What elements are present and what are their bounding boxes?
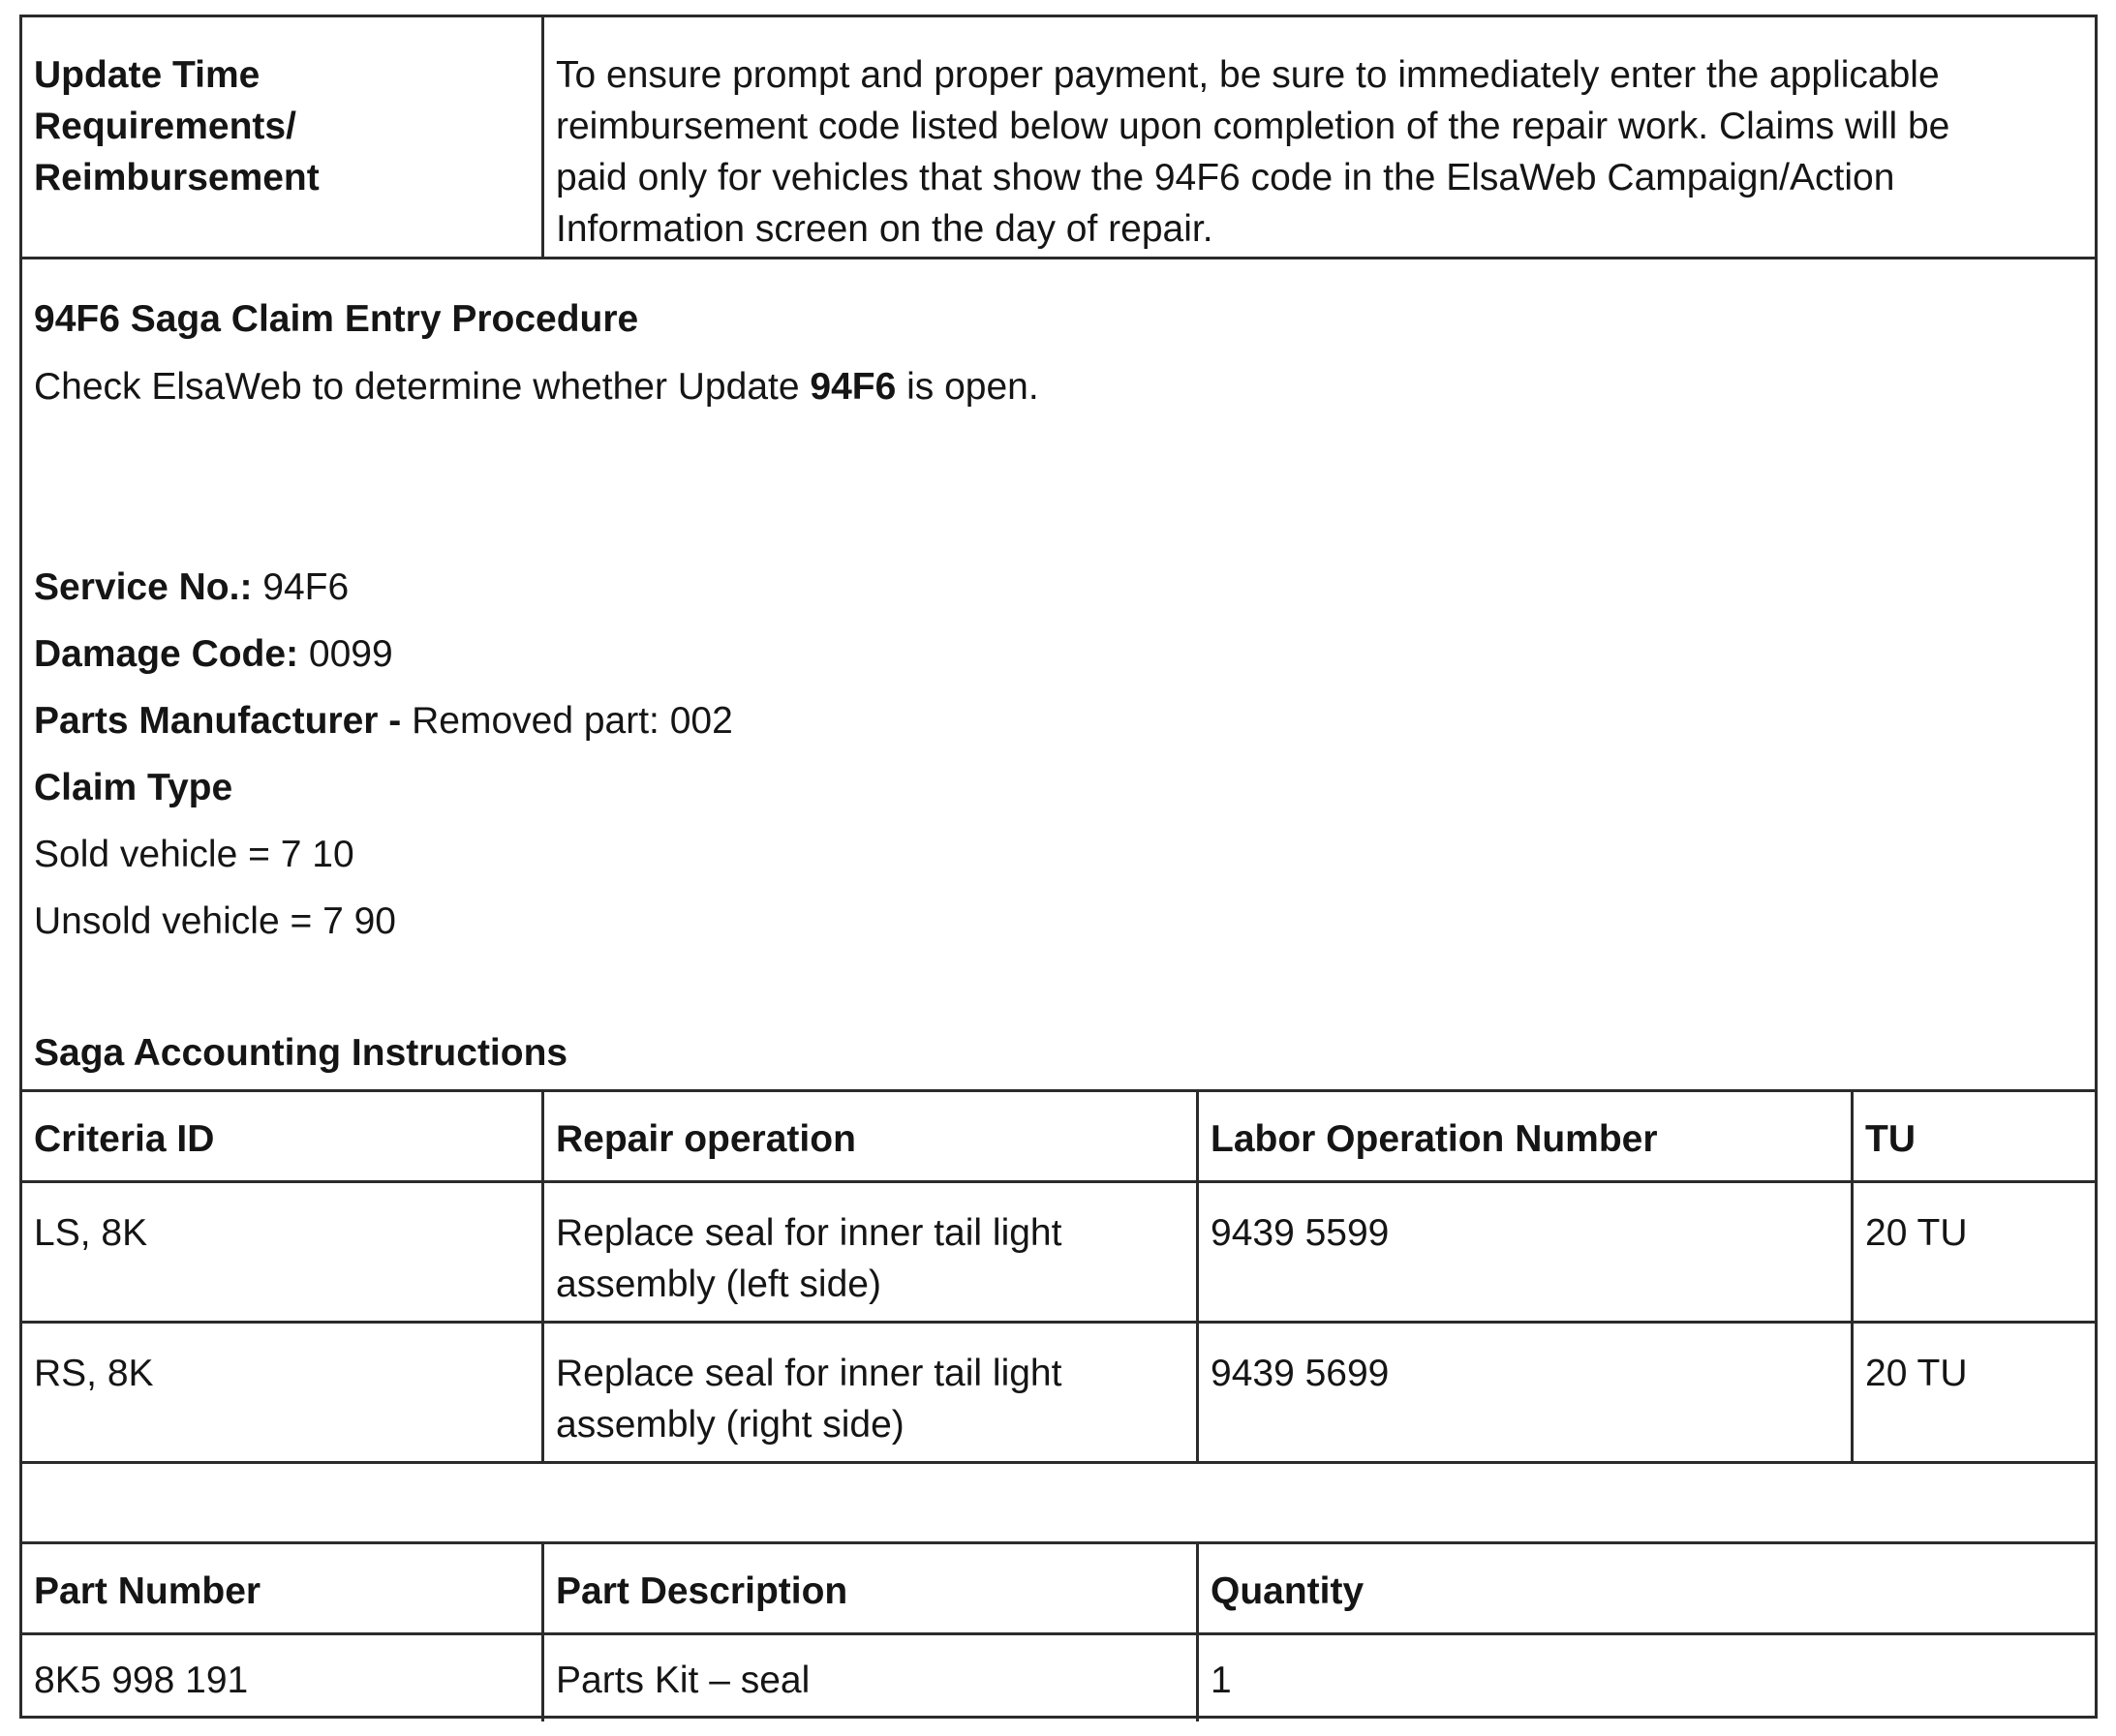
repair-operation-line: assembly (right side)	[556, 1404, 905, 1446]
table-row	[22, 1183, 2095, 1324]
header-label: Repair operation	[556, 1118, 856, 1160]
header-label: Criteria ID	[34, 1118, 215, 1160]
criteria-id: RS, 8K	[34, 1353, 154, 1394]
header-part-number	[22, 1544, 541, 1632]
tu-value: 20 TU	[1865, 1212, 1968, 1254]
service-no-value: 94F6	[252, 566, 350, 608]
repair-operation-line: Replace seal for inner tail light	[556, 1212, 1062, 1254]
tu-cell	[1851, 1324, 2095, 1461]
header-repair-operation	[541, 1092, 1196, 1180]
label-line: Reimbursement	[34, 157, 320, 198]
campaign-document	[19, 15, 2098, 1719]
part-description-cell	[541, 1635, 1196, 1721]
repair-operation-line: assembly (left side)	[556, 1264, 881, 1305]
labor-operation-number: 9439 5599	[1211, 1212, 1390, 1254]
unsold-vehicle: Unsold vehicle = 7 90	[34, 900, 396, 942]
accounting-heading: Saga Accounting Instructions	[34, 1032, 568, 1074]
tu-cell	[1851, 1183, 2095, 1321]
spacer-row	[22, 1464, 2095, 1544]
damage-code	[34, 628, 393, 680]
repair-operation-cell	[541, 1324, 1196, 1461]
header-label: TU	[1865, 1118, 1916, 1160]
check-suffix: is open.	[896, 366, 1039, 408]
labor-operation-number: 9439 5699	[1211, 1353, 1390, 1394]
text-line: paid only for vehicles that show the 94F6 code in the ElsaWeb Campaign/Action	[556, 157, 1895, 198]
label-line: Requirements/	[34, 106, 296, 147]
header-criteria-id	[22, 1092, 541, 1180]
text-line: Information screen on the day of repair.	[556, 208, 1213, 250]
part-number: 8K5 998 191	[34, 1660, 249, 1701]
parts-manufacturer-label: Parts Manufacturer -	[34, 700, 413, 742]
claim-type-label: Claim Type	[34, 767, 233, 808]
parts-table-header	[22, 1544, 2095, 1635]
damage-code-label: Damage Code:	[34, 633, 299, 675]
claim-procedure-section	[22, 259, 2095, 1092]
table-row	[22, 1635, 2095, 1721]
sold-vehicle: Sold vehicle = 7 10	[34, 834, 354, 875]
header-label: Part Description	[556, 1570, 848, 1612]
quantity-cell	[1196, 1635, 2095, 1721]
check-code: 94F6	[810, 366, 897, 408]
criteria-id: LS, 8K	[34, 1212, 148, 1254]
update-time-row	[22, 17, 2095, 259]
header-label: Part Number	[34, 1570, 261, 1612]
damage-code-value: 0099	[298, 633, 393, 675]
header-part-description	[541, 1544, 1196, 1632]
table-row	[22, 1324, 2095, 1464]
header-label: Quantity	[1211, 1570, 1365, 1612]
repair-operation-cell	[541, 1183, 1196, 1321]
quantity-value: 1	[1211, 1660, 1232, 1701]
label-line: Update Time	[34, 54, 261, 96]
header-label: Labor Operation Number	[1211, 1118, 1658, 1160]
labor-table-header	[22, 1092, 2095, 1183]
header-tu	[1851, 1092, 2095, 1180]
text-line: reimbursement code listed below upon completion of the repair work. Claims will be	[556, 106, 1950, 147]
update-time-label	[22, 17, 541, 257]
header-quantity	[1196, 1544, 2095, 1632]
criteria-cell	[22, 1183, 541, 1321]
labor-operation-cell	[1196, 1183, 1851, 1321]
service-no	[34, 562, 349, 613]
header-labor-operation-number	[1196, 1092, 1851, 1180]
check-prefix: Check ElsaWeb to determine whether Update	[34, 366, 811, 408]
update-time-text	[541, 17, 2095, 257]
text-line: To ensure prompt and proper payment, be sure to immediately enter the applicable	[556, 54, 1940, 96]
parts-manufacturer-value: Removed part: 002	[412, 700, 733, 742]
labor-operation-cell	[1196, 1324, 1851, 1461]
repair-operation-line: Replace seal for inner tail light	[556, 1353, 1062, 1394]
procedure-heading: 94F6 Saga Claim Entry Procedure	[34, 298, 639, 340]
criteria-cell	[22, 1324, 541, 1461]
parts-manufacturer	[34, 695, 733, 746]
tu-value: 20 TU	[1865, 1353, 1968, 1394]
check-elsaweb-text	[34, 361, 1039, 412]
part-number-cell	[22, 1635, 541, 1721]
part-description: Parts Kit – seal	[556, 1660, 811, 1701]
service-no-label: Service No.:	[34, 566, 253, 608]
